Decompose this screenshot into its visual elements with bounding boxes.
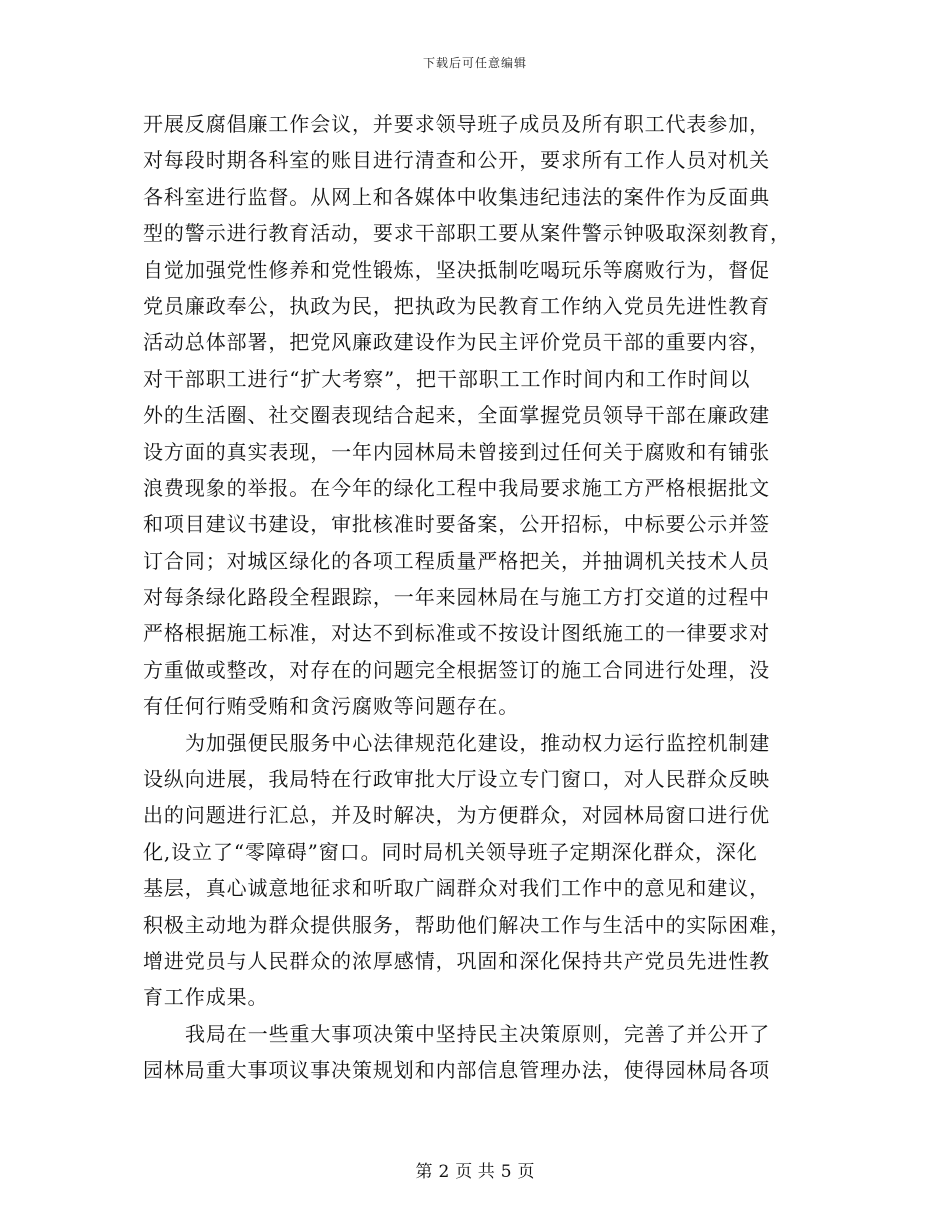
text-line: 有任何行贿受贿和贪污腐败等问题存在。 xyxy=(143,694,520,719)
text-line: 和项目建议书建设，审批核准时要备案，公开招标，中标要公示并签 xyxy=(143,512,770,537)
text-line: 出的问题进行汇总，并及时解决，为方便群众，对园林局窗口进行优 xyxy=(143,803,770,828)
body-text xyxy=(143,106,811,1089)
text-line: 积极主动地为群众提供服务，帮助他们解决工作与生活中的实际困难， xyxy=(143,912,791,937)
text-line: 各科室进行监督。从网上和各媒体中收集违纪违法的案件作为反面典 xyxy=(143,184,770,209)
text-line: 设方面的真实表现，一年内园林局未曾接到过任何关于腐败和有铺张 xyxy=(143,439,770,464)
text-line: 严格根据施工标准，对达不到标准或不按设计图纸施工的一律要求对 xyxy=(143,621,770,646)
footer-middle: 页 共 xyxy=(455,1162,495,1182)
text-line: 化,设立了“零障碍”窗口。同时局机关领导班子定期深化群众，深化 xyxy=(143,839,758,864)
text-line: 对干部职工进行“扩大考察”，把干部职工工作时间内和工作时间以 xyxy=(143,366,751,391)
current-page-number: 2 xyxy=(438,1162,450,1182)
paragraph-first-line: 我局在一些重大事项决策中坚持民主决策原则，完善了并公开了 xyxy=(185,1021,771,1046)
text-line: 园林局重大事项议事决策规划和内部信息管理办法，使得园林局各项 xyxy=(143,1058,770,1083)
text-line: 开展反腐倡廉工作会议，并要求领导班子成员及所有职工代表参加， xyxy=(143,112,770,136)
header-note: 下载后可任意编辑 xyxy=(422,56,527,70)
text-line: 订合同；对城区绿化的各项工程质量严格把关，并抽调机关技术人员 xyxy=(143,548,770,573)
text-line: 党员廉政奉公，执政为民，把执政为民教育工作纳入党员先进性教育 xyxy=(143,293,770,318)
text-line: 育工作成果。 xyxy=(143,985,269,1010)
footer-prefix: 第 xyxy=(415,1162,433,1182)
text-line: 对每条绿化路段全程跟踪，一年来园林局在与施工方打交道的过程中 xyxy=(143,585,770,610)
text-line: 浪费现象的举报。在今年的绿化工程中我局要求施工方严格根据批文 xyxy=(143,475,770,500)
total-pages-number: 5 xyxy=(500,1162,512,1182)
paragraph-first-line: 为加强便民服务中心法律规范化建设，推动权力运行监控机制建 xyxy=(185,730,771,755)
page-footer xyxy=(0,1157,950,1182)
text-line: 方重做或整改，对存在的问题完全根据签订的施工合同进行处理，没 xyxy=(143,657,770,682)
text-line: 基层，真心诚意地征求和听取广阔群众对我们工作中的意见和建议， xyxy=(143,876,770,901)
text-line: 设纵向进展，我局特在行政审批大厅设立专门窗口，对人民群众反映 xyxy=(143,767,770,792)
footer-suffix: 页 xyxy=(517,1162,535,1182)
text-line: 型的警示进行教育活动，要求干部职工要从案件警示钟吸取深刻教育， xyxy=(143,221,791,246)
text-line: 增进党员与人民群众的浓厚感情，巩固和深化保持共产党员先进性教 xyxy=(143,948,770,973)
text-line: 对每段时期各科室的账目进行清查和公开，要求所有工作人员对机关 xyxy=(143,148,770,173)
text-line: 外的生活圈、社交圈表现结合起来，全面掌握党员领导干部在廉政建 xyxy=(143,403,770,428)
text-line: 活动总体部署，把党风廉政建设作为民主评价党员干部的重要内容， xyxy=(143,330,770,355)
text-line: 自觉加强党性修养和党性锻炼，坚决抵制吃喝玩乐等腐败行为，督促 xyxy=(143,257,770,282)
